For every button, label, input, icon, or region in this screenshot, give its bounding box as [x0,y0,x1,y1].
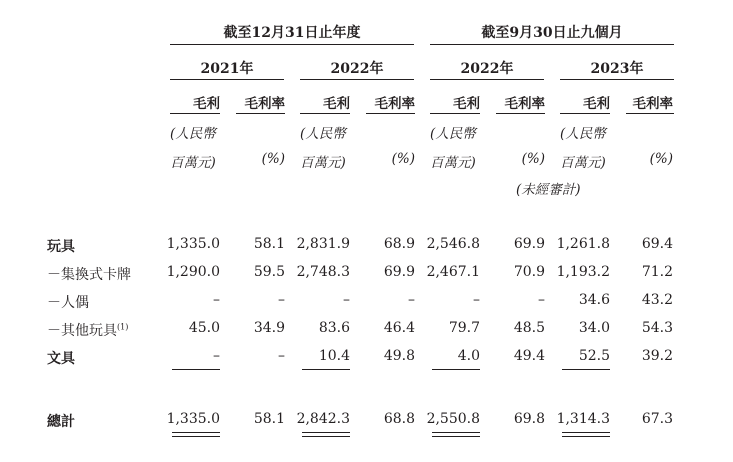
table-cell: 69.4 [641,236,673,252]
sub-rule [560,113,610,114]
row-label-text: －其他玩具 [47,323,117,339]
table-cell: 2,842.3 [296,411,350,427]
row-label-text: 文具 [47,351,75,367]
unit-margin: (%) [649,151,673,167]
table-cell: 46.4 [383,320,415,336]
row-label-text: 總計 [47,414,75,430]
table-cell: 52.5 [578,348,610,364]
table-cell: 1,335.0 [166,236,220,252]
total-double-rule [172,432,220,437]
total-double-rule [562,432,610,437]
unit-profit-line2: 百萬元) [300,155,346,171]
col-margin-2023: 毛利率 [632,96,673,112]
table-cell: 68.8 [383,411,415,427]
sub-rule [170,113,220,114]
year-header-2023: 2023年 [590,61,644,77]
table-cell: 71.2 [641,264,673,280]
year-header-2021-rule [170,79,284,80]
subtotal-rule [172,369,220,370]
row-label [47,411,75,431]
table-cell: 49.8 [383,348,415,364]
sub-rule [300,113,350,114]
group-header-year-rule [170,44,414,45]
total-double-rule [302,432,350,437]
group-header-year: 截至12月31日止年度 [223,25,361,41]
sub-rule [430,113,480,114]
year-header-2022: 2022年 [330,61,384,77]
sub-rule [496,113,545,114]
table-cell: 2,550.8 [426,411,480,427]
table-cell: – [538,292,545,308]
table-cell: – [473,292,480,308]
subtotal-rule [432,369,480,370]
total-double-rule [432,432,480,437]
table-cell: 43.2 [641,292,673,308]
row-label [47,292,89,312]
table-cell: 58.1 [253,411,285,427]
table-cell: – [213,292,220,308]
table-cell: 34.9 [253,320,285,336]
subtotal-rule [302,369,350,370]
table-cell: – [213,348,220,364]
table-cell: 54.3 [641,320,673,336]
table-cell: 59.5 [253,264,285,280]
row-label [47,236,75,256]
table-cell: 2,467.1 [426,264,480,280]
group-header-nine-months-rule [430,44,674,45]
unit-margin: (%) [391,151,415,167]
table-cell: 83.6 [318,320,350,336]
table-cell: 49.4 [513,348,545,364]
table-cell: – [343,292,350,308]
unit-profit-line1: (人民幣 [300,126,346,142]
table-cell: – [408,292,415,308]
col-margin-2021: 毛利率 [244,96,285,112]
table-cell: 2,831.9 [296,236,350,252]
row-label-text: －集換式卡牌 [47,267,131,283]
table-cell: 1,290.0 [166,264,220,280]
row-label [47,264,131,284]
table-cell: 2,748.3 [296,264,350,280]
col-profit-2023: 毛利 [583,96,610,112]
table-cell: 70.9 [513,264,545,280]
table-cell: 10.4 [318,348,350,364]
table-cell: – [278,292,285,308]
unit-profit-line1: (人民幣 [430,126,476,142]
table-cell: 34.0 [578,320,610,336]
table-cell: 79.7 [448,320,480,336]
subtotal-rule [562,369,610,370]
sub-rule [236,113,285,114]
year-header-2021: 2021年 [200,61,254,77]
sub-rule [626,113,674,114]
table-cell: 69.9 [383,264,415,280]
row-label [47,348,75,368]
year-header-2023-rule [560,79,674,80]
table-cell: 69.9 [513,236,545,252]
unit-profit-line1: (人民幣 [560,126,606,142]
unit-profit-line2: 百萬元) [560,155,606,171]
table-cell: – [278,348,285,364]
year-header-2022-rule [300,79,414,80]
row-label [47,320,128,340]
table-cell: 39.2 [641,348,673,364]
year-header-2022-nine-months: 2022年 [460,61,514,77]
unit-profit-line1: (人民幣 [170,126,216,142]
col-margin-2022: 毛利率 [374,96,415,112]
footnote-marker: (1) [117,322,129,332]
table-cell: 68.9 [383,236,415,252]
col-profit-2021: 毛利 [193,96,220,112]
unaudited-note: (未經審計) [516,182,581,198]
row-label-text: 玩具 [47,239,75,255]
table-cell: 4.0 [457,348,480,364]
unit-profit-line2: 百萬元) [170,155,216,171]
table-cell: 1,193.2 [556,264,610,280]
sub-rule [366,113,415,114]
group-header-nine-months: 截至9月30日止九個月 [481,25,623,41]
unit-profit-line2: 百萬元) [430,155,476,171]
unit-margin: (%) [521,151,545,167]
table-cell: 1,335.0 [166,411,220,427]
table-cell: 58.1 [253,236,285,252]
table-cell: 45.0 [188,320,220,336]
year-header-2022-nine-months-rule [430,79,544,80]
col-profit-2022: 毛利 [323,96,350,112]
col-margin-2022-nine: 毛利率 [504,96,545,112]
table-cell: 48.5 [513,320,545,336]
table-cell: 34.6 [578,292,610,308]
table-cell: 2,546.8 [426,236,480,252]
row-label-text: －人偶 [47,295,89,311]
unit-margin: (%) [261,151,285,167]
table-cell: 69.8 [513,411,545,427]
table-cell: 67.3 [641,411,673,427]
table-cell: 1,261.8 [556,236,610,252]
table-cell: 1,314.3 [556,411,610,427]
col-profit-2022-nine: 毛利 [453,96,480,112]
